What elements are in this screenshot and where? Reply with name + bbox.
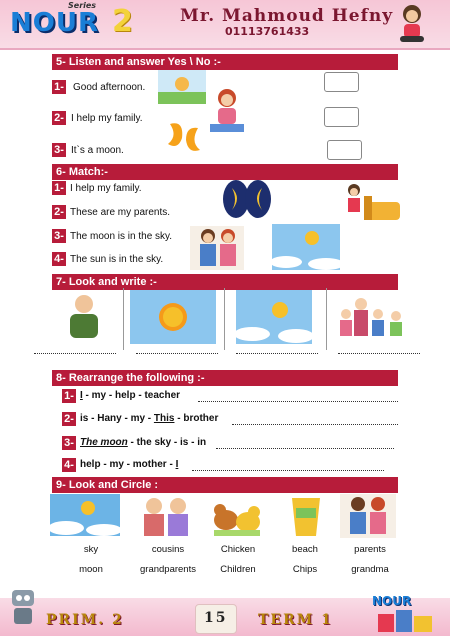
s5-answer-box-2[interactable] xyxy=(324,107,359,127)
logo-series-label: Series xyxy=(68,1,97,10)
page-number: 15 xyxy=(204,610,228,626)
s8-item-2-underlined: This xyxy=(153,413,175,424)
s9-col2-bottom-word[interactable]: grandparents xyxy=(140,564,196,575)
s8-answer-line-3[interactable] xyxy=(216,447,394,449)
robot-icon xyxy=(6,586,40,630)
s9-col3-top-word[interactable]: Chicken xyxy=(220,544,256,555)
author-name: Mr. Mahmoud Hefny xyxy=(180,6,394,26)
s7-answer-line-2[interactable] xyxy=(136,352,218,354)
s8-item-1-number: 1- xyxy=(62,389,76,403)
s6-item-2-number: 2- xyxy=(52,205,66,219)
moon-faces-image xyxy=(164,118,204,162)
grandfather-image xyxy=(62,292,106,340)
s5-answer-box-1[interactable] xyxy=(324,72,359,92)
section-8-header xyxy=(52,370,398,386)
s9-col5-bottom-word[interactable]: grandma xyxy=(351,564,389,575)
s9-col4-bottom-word[interactable]: Chips xyxy=(292,564,318,575)
s7-divider-3 xyxy=(326,288,327,350)
s6-item-3-text: The moon is in the sky. xyxy=(70,231,173,242)
smiling-sun-image xyxy=(130,290,216,344)
author-phone: 01113761433 xyxy=(225,25,310,38)
sky-image xyxy=(50,494,120,536)
s5-answer-box-3[interactable] xyxy=(327,140,362,160)
s8-item-2-words xyxy=(80,413,218,424)
s8-item-4-words xyxy=(80,459,178,470)
s8-item-3-rest: - the sky - is - in xyxy=(127,437,207,448)
section-7-title: 7- Look and write :- xyxy=(56,276,157,288)
section-5-header xyxy=(52,54,398,70)
grandparents-image xyxy=(134,494,198,538)
s8-item-2-number: 2- xyxy=(62,412,76,426)
s7-answer-line-1[interactable] xyxy=(34,352,116,354)
s8-item-4-underlined: I xyxy=(175,459,179,470)
s6-item-3-number: 3- xyxy=(52,229,66,243)
s9-col1-top-word[interactable]: sky xyxy=(83,544,99,555)
s5-item-3-number: 3- xyxy=(52,143,66,157)
footer-term: TERM 1 xyxy=(258,612,333,628)
chips-image xyxy=(286,494,326,538)
s8-item-2-pre: is - Hany - my - xyxy=(80,413,154,424)
section-9-header xyxy=(52,477,398,493)
s7-divider-2 xyxy=(224,288,225,350)
s6-item-1-text: I help my family. xyxy=(70,183,142,194)
s8-item-4-number: 4- xyxy=(62,458,76,472)
s8-answer-line-4[interactable] xyxy=(192,469,384,471)
section-6-title: 6- Match:- xyxy=(56,166,108,178)
s6-item-1-number: 1- xyxy=(52,181,66,195)
s9-col5-top-word[interactable]: parents xyxy=(354,544,386,555)
parents-image xyxy=(190,226,244,270)
s8-item-3-words xyxy=(80,437,206,448)
logo-grade: 2 xyxy=(112,4,133,39)
s8-item-1-rest: - my - help - teacher xyxy=(82,390,181,401)
s7-answer-line-3[interactable] xyxy=(236,352,318,354)
sun-sky-image xyxy=(272,224,340,270)
s5-item-2-text: I help my family. xyxy=(71,113,143,124)
section-5-title: 5- Listen and answer Yes \ No :- xyxy=(56,56,221,68)
family-image xyxy=(334,292,408,342)
s6-item-2-text: These are my parents. xyxy=(70,207,171,218)
s9-col4-top-word[interactable]: beach xyxy=(292,544,318,555)
s9-col1-bottom-word[interactable]: moon xyxy=(79,564,103,575)
afternoon-landscape-image xyxy=(158,70,206,104)
parents-reading-image xyxy=(340,494,396,538)
s8-item-1-words xyxy=(80,390,180,401)
s7-divider-1 xyxy=(123,288,124,350)
footer-logo: NOUR xyxy=(372,594,412,608)
girl-bed-image xyxy=(342,182,402,228)
s8-item-2-rest: - brother xyxy=(174,413,219,424)
section-7-header xyxy=(52,274,398,290)
footer-grade: PRIM. 2 xyxy=(46,612,124,628)
s5-item-3-text: It`s a moon. xyxy=(71,145,124,156)
girl-helping-image xyxy=(206,86,248,136)
s8-item-1-underlined: I xyxy=(80,390,83,401)
section-8-title: 8- Rearrange the following :- xyxy=(56,372,205,384)
girl-mascot-icon xyxy=(392,2,432,46)
s6-item-4-text: The sun is in the sky. xyxy=(70,254,164,265)
s6-item-4-number: 4- xyxy=(52,252,66,266)
s8-item-3-underlined: The moon xyxy=(80,437,128,448)
section-9-title: 9- Look and Circle : xyxy=(56,479,159,491)
moon-night-image xyxy=(222,178,272,220)
s5-item-2-number: 2- xyxy=(52,111,66,125)
s8-answer-line-2[interactable] xyxy=(232,423,398,425)
sun-clouds-image xyxy=(236,290,312,344)
s8-item-4-pre: help - my - mother - xyxy=(80,459,176,470)
s7-answer-line-4[interactable] xyxy=(338,352,420,354)
s9-col3-bottom-word[interactable]: Children xyxy=(220,564,256,575)
s8-answer-line-1[interactable] xyxy=(198,400,398,402)
s8-item-3-number: 3- xyxy=(62,436,76,450)
chickens-image xyxy=(208,496,266,538)
s9-col2-top-word[interactable]: cousins xyxy=(151,544,185,555)
s5-item-1-text: Good afternoon. xyxy=(73,82,146,93)
logo-text: NOUR xyxy=(10,8,99,38)
s5-item-1-number: 1- xyxy=(52,80,66,94)
books-icon xyxy=(376,608,436,634)
